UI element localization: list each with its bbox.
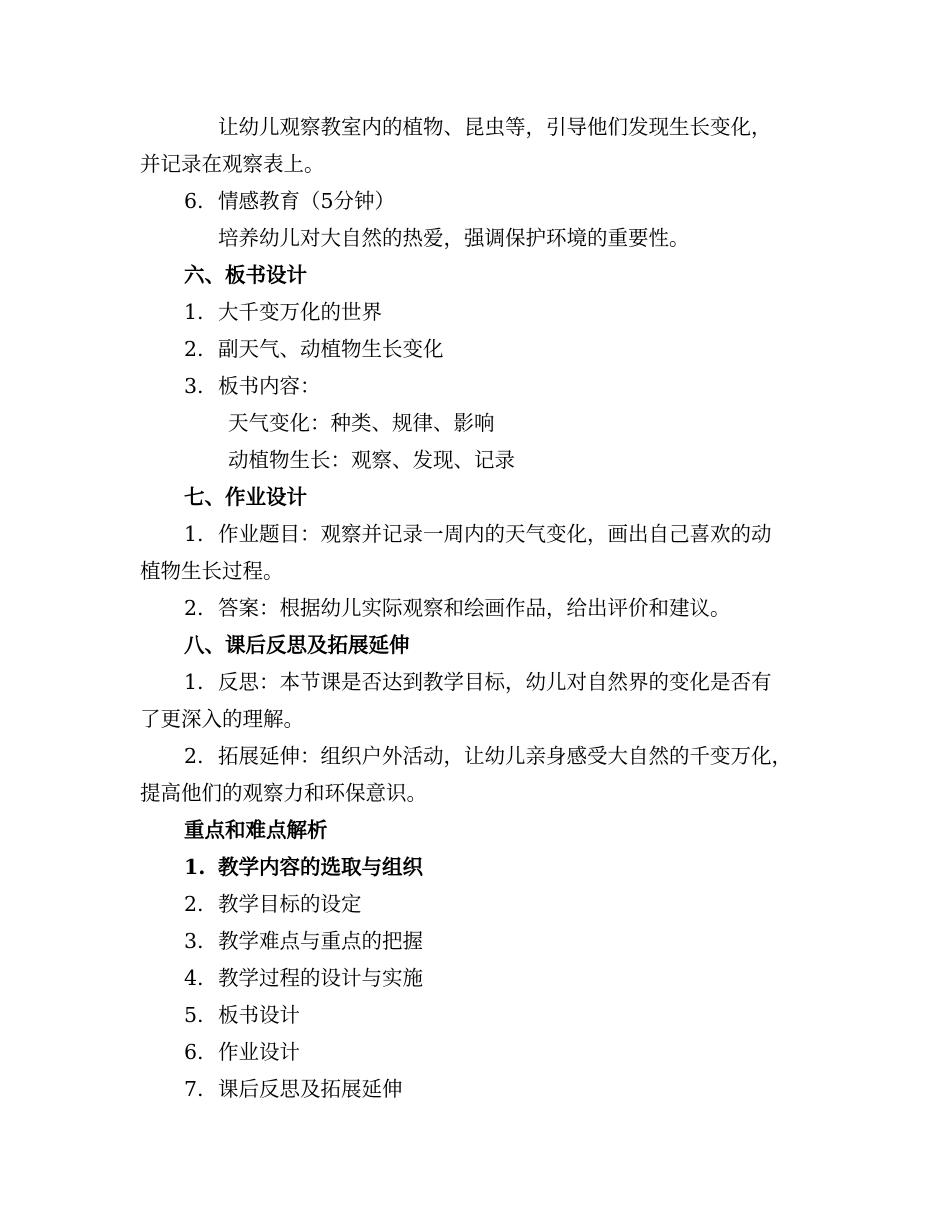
list-number: 2.	[184, 744, 204, 768]
list-number: 3.	[184, 929, 204, 953]
list-item-text: 情感教育（5分钟）	[218, 189, 396, 213]
list-number: 2.	[184, 596, 204, 620]
list-item	[184, 1038, 300, 1066]
list-number: 3.	[184, 374, 204, 398]
list-item	[184, 298, 382, 326]
list-item	[184, 668, 772, 696]
observation-paragraph-line-2: 并记录在观察表上。	[140, 152, 325, 176]
list-number: 6.	[184, 1040, 204, 1064]
list-item	[184, 594, 731, 622]
section-heading-board-design: 六、板书设计	[184, 263, 307, 287]
list-number: 7.	[184, 1077, 204, 1101]
section-heading-reflection: 八、课后反思及拓展延伸	[184, 633, 410, 657]
list-item	[184, 520, 772, 548]
list-item	[184, 1001, 300, 1029]
board-content-weather: 天气变化：种类、规律、影响	[228, 411, 495, 435]
list-number: 2.	[184, 337, 204, 361]
list-item-text: 教学目标的设定	[218, 892, 362, 916]
list-item	[184, 890, 362, 918]
list-item-text: 大千变万化的世界	[218, 300, 382, 324]
board-content-growth: 动植物生长：观察、发现、记录	[228, 448, 515, 472]
observation-paragraph-line-1: 让幼儿观察教室内的植物、昆虫等，引导他们发现生长变化，	[218, 115, 772, 139]
list-item-text: 反思：本节课是否达到教学目标，幼儿对自然界的变化是否有	[218, 670, 772, 694]
list-number: 2.	[184, 892, 204, 916]
list-number: 6.	[184, 189, 204, 213]
emotion-education-description: 培养幼儿对大自然的热爱，强调保护环境的重要性。	[218, 226, 690, 250]
list-number: 1.	[184, 855, 206, 879]
list-item	[184, 964, 423, 992]
list-item-text: 作业设计	[218, 1040, 300, 1064]
list-number: 5.	[184, 1003, 204, 1027]
list-item-continuation: 了更深入的理解。	[140, 707, 304, 731]
list-item-text: 教学过程的设计与实施	[218, 966, 423, 990]
list-item-continuation: 植物生长过程。	[140, 559, 284, 583]
list-item-text: 教学难点与重点的把握	[218, 929, 423, 953]
list-number: 4.	[184, 966, 204, 990]
list-item	[184, 372, 321, 400]
list-number: 1.	[184, 670, 204, 694]
list-item-text: 教学内容的选取与组织	[218, 855, 423, 879]
list-item	[184, 335, 444, 363]
list-item	[184, 1075, 403, 1103]
list-item-text: 答案：根据幼儿实际观察和绘画作品，给出评价和建议。	[218, 596, 731, 620]
list-number: 1.	[184, 522, 204, 546]
list-item	[184, 742, 792, 770]
list-item-text: 板书内容：	[218, 374, 321, 398]
list-item-text: 作业题目：观察并记录一周内的天气变化，画出自己喜欢的动	[218, 522, 772, 546]
list-item-text: 课后反思及拓展延伸	[218, 1077, 403, 1101]
list-item-continuation: 提高他们的观察力和环保意识。	[140, 781, 427, 805]
list-item-text: 板书设计	[218, 1003, 300, 1027]
section-heading-analysis: 重点和难点解析	[184, 818, 328, 842]
list-item	[184, 927, 423, 955]
list-item	[184, 853, 423, 881]
list-item-text: 拓展延伸：组织户外活动，让幼儿亲身感受大自然的千变万化，	[218, 744, 792, 768]
list-item-emotion-education	[184, 187, 395, 215]
section-heading-homework: 七、作业设计	[184, 485, 307, 509]
list-item-text: 副天气、动植物生长变化	[218, 337, 444, 361]
list-number: 1.	[184, 300, 204, 324]
